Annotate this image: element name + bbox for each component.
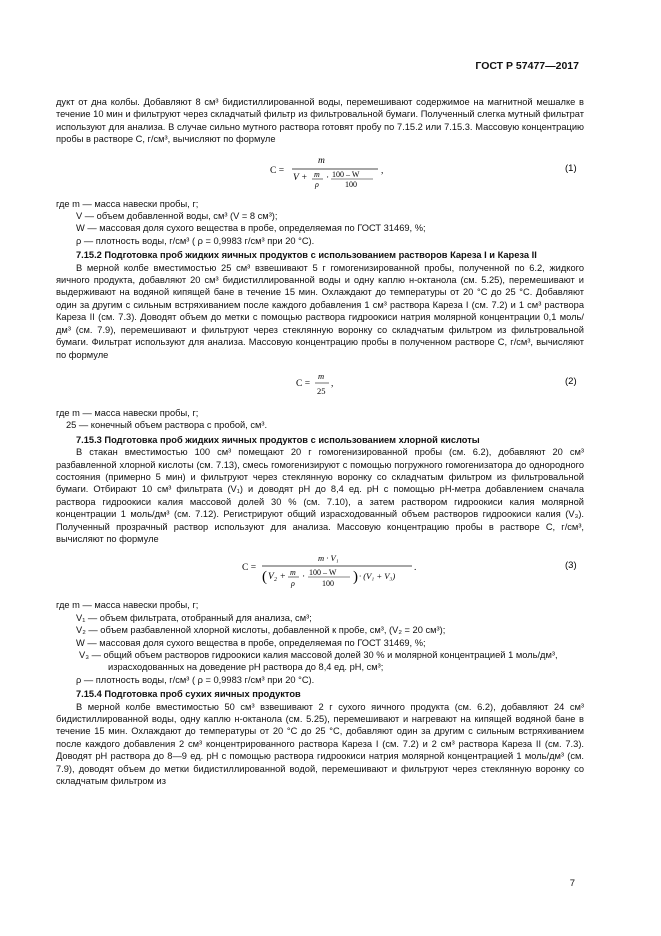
section-text-7-15-4: В мерной колбе вместимостью 50 см³ взвешивают 2 г сухого яичного продукта (см. 6.2), добавляют 24 см³ бидистиллированной воды, одну каплю н-октанола (см. 5.25), перемешивают и нагревают на кипящей водяной бане в течение 15 мин. Охлаждают до температуры от 20 °С до 25 °С, добавляют один за другим с сильным встряхиванием после каждого добавления 2 см³ концентрированного раствора Кареза I (см. 7.2) и 2 см³ раствора Кареза II (см. 7.3). Доводят рН раствора до 8—9 ед. рН с помощью раствора гидроокиси натрия молярной концентрацией 1 моль/дм³ (см. 7.9), доводят объем до метки бидистиллированной водой, перемешивают и фильтруют через стеклянную воронку со складчатым фильтром из <box>56 701 584 787</box>
formula-3-v2: V₂ + <box>268 572 286 583</box>
formula-1-w: 100 – W <box>332 169 360 179</box>
formula-3-sum: · (V₁ + V₃) <box>359 571 396 582</box>
definition-v3: V₃ — общий объем растворов гидроокиси калия массовой долей 30 % и молярной концентрацией 1 моль/дм³, израсходованных на доведение рН раствора до 8,4 ед. рН, см³; <box>79 650 558 673</box>
document-header: ГОСТ Р 57477—2017 <box>475 60 579 72</box>
section-heading-7-15-4: 7.15.4 Подготовка проб сухих яичных продуктов <box>76 689 301 700</box>
definition-w-3: W — массовая доля сухого вещества в пробе, определяемая по ГОСТ 31469, %; <box>76 637 426 648</box>
formula-1-numerator: m <box>318 155 325 166</box>
page-content <box>56 96 584 787</box>
formula-1-hundred: 100 <box>345 179 357 189</box>
section-heading-7-15-2: 7.15.2 Подготовка проб жидких яичных продуктов с использованием растворов Кареза I и Кареза II <box>76 250 537 261</box>
svg-text:(: ( <box>262 569 267 586</box>
definition-m: где m — масса навески пробы, г; <box>56 198 199 209</box>
definitions-2 <box>56 407 584 432</box>
formula-3-lhs: C = <box>242 563 257 574</box>
formula-2-comma: , <box>331 378 334 389</box>
definition-v2: V₂ — объем разбавленной хлорной кислоты, добавленной к пробе, см³, (V₂ = 20 см³); <box>76 625 446 636</box>
definitions-1 <box>56 198 584 248</box>
svg-text:): ) <box>353 569 358 586</box>
formula-3-w: 100 – W <box>309 568 337 578</box>
definition-rho-3: ρ — плотность воды, г/см³ ( ρ = 0,9983 г/см³ при 20 °С). <box>76 674 315 685</box>
formula-1-rho: ρ <box>315 179 319 189</box>
formula-3-rho: ρ <box>291 579 295 589</box>
paragraph-intro: дукт от дна колбы. Добавляют 8 см³ бидистиллированной воды, перемешивают содержимое на магнитной мешалке в течение 10 мин и фильтруют через складчатый фильтр из фильтровальной бумаги. Полученный слегка мутный фильтрат используют для анализа. В случае сильно мутного раствора готовят пробу по 7.15.2 или 7.15.3. Массовую концентрацию пробы в растворе С, г/см³, вычисляют по формуле <box>56 97 584 145</box>
page-number: 7 <box>569 878 575 889</box>
formula-1-v: V + <box>293 172 308 183</box>
definition-v: V — объем добавленной воды, см³ (V = 8 см³); <box>76 211 278 222</box>
formula-2-lhs: C = <box>296 378 311 389</box>
formula-2-number: (2) <box>565 375 577 387</box>
formula-3 <box>56 551 584 591</box>
formula-3-period: . <box>414 563 417 574</box>
definition-m-3: где m — масса навески пробы, г; <box>56 600 199 611</box>
formula-3-numerator: m · V₁ <box>318 553 339 564</box>
section-text-7-15-2: В мерной колбе вместимостью 25 см³ взвешивают 5 г гомогенизированной пробы, полученной по 6.2, жидкого яичного продукта, добавляют 20 см³ бидистиллированной воды и одну каплю н-октанола (см. 5.25), перемешивают и выдерживают на водяной кипящей бане в течение 15 мин. Охлаждают до температуры от 20 °С до 25 °С. Добавляют один за другим с сильным встряхиванием после каждого добавления 1 см³ раствора Кареза I (см. 7.2) и 1 см³ раствора Кареза II (см. 7.3). Доводят объем до метки с помощью раствора гидроокиси натрия молярной концентрации 0,1 моль/дм³ (см. 7.9), перемешивают и фильтруют через стеклянную воронку со складчатым фильтром из фильтровальной бумаги. Фильтрат используют для анализа. Массовую концентрацию пробы в полученном растворе С, г/см³, вычисляют по формуле <box>56 262 584 360</box>
formula-1 <box>56 152 584 190</box>
formula-3-number: (3) <box>565 560 577 572</box>
formula-2-numerator: m <box>318 370 325 381</box>
section-text-7-15-3: В стакан вместимостью 100 см³ помещают 20 г гомогенизированной пробы (см. 6.2), добавляют 20 см³ разбавленной хлорной кислоты (см. 7.13), смесь гомогенизируют с помощью погружного гомогенизатора до однородного состояния (примерно 5 мин) и фильтруют через стеклянную воронку со складчатым фильтром из фильтровальной бумаги. Отбирают 10 см³ фильтрата (V₁) и доводят рН до 8,4 ед. рН с помощью рН-метра добавлением сначала раствора гидроокиси калия массовой долей 30 % (см. 7.10), а затем раствором гидроокиси калия молярной концентрации 1 моль/дм³ (см. 7.12). Регистрируют общий израсходованный объем растворов гидроокиси калия (V₃). Полученный прозрачный раствор используют для анализа. Массовую концентрацию пробы в растворе С, г/см³, вычисляют по формуле <box>56 447 584 544</box>
formula-1-number: (1) <box>565 162 577 174</box>
definitions-3 <box>56 599 584 686</box>
formula-1-m: m <box>314 169 320 179</box>
definition-25: 25 — конечный объем раствора с пробой, см³. <box>66 420 268 431</box>
formula-2 <box>56 367 584 399</box>
formula-2-denominator: 25 <box>317 385 326 396</box>
formula-1-dot: · <box>326 172 330 183</box>
formula-3-dot: · <box>302 572 306 583</box>
definition-v1: V₁ — объем фильтрата, отобранный для анализа, см³; <box>76 612 312 623</box>
formula-3-hundred: 100 <box>322 579 334 589</box>
definition-rho: ρ — плотность воды, г/см³ ( ρ = 0,9983 г/см³ при 20 °С). <box>76 235 315 246</box>
definition-w: W — массовая доля сухого вещества в пробе, определяемая по ГОСТ 31469, %; <box>76 223 426 234</box>
formula-3-m: m <box>290 568 296 578</box>
definition-m-2: где m — масса навески пробы, г; <box>56 407 199 418</box>
formula-1-lhs: C = <box>270 165 285 176</box>
formula-1-comma: , <box>381 165 384 176</box>
section-heading-7-15-3: 7.15.3 Подготовка проб жидких яичных продуктов с использованием хлорной кислоты <box>76 434 480 445</box>
